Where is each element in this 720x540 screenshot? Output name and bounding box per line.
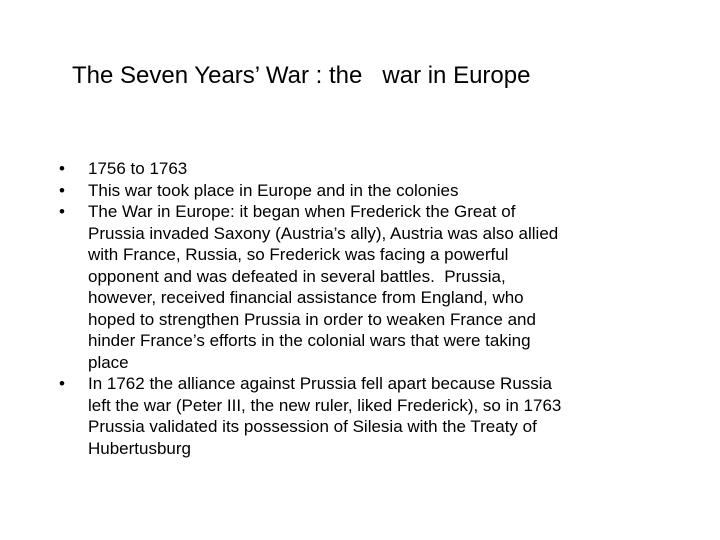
bullet-text-line: opponent and was defeated in several battles. Prussia, [88,266,506,286]
bullet-dot-icon: • [59,202,65,221]
bullet-item-dates [56,158,656,180]
bullet-text-line: Hubertusburg [88,438,192,458]
bullet-text-line: In 1762 the alliance against Prussia fell apart because Russia [88,374,553,393]
bullet-item-alliance-collapse [56,373,656,459]
bullet-text-line: however, received financial assistance from England, who [88,288,524,307]
bullet-dot-icon: • [59,374,65,393]
bullet-text-line: Prussia validated its possession of Silesia with the Treaty of [88,417,537,436]
bullet-item-war-in-europe [56,201,656,373]
bullet-text-line: This war took place in Europe and in the colonies [88,180,459,200]
bullet-text-line: left the war (Peter III, the new ruler, liked Frederick), so in 1763 [88,395,562,415]
bullet-text-line: with France, Russia, so Frederick was facing a powerful [88,245,509,264]
bullet-text-line: The War in Europe: it began when Frederick the Great of [88,202,516,221]
bullet-text-line: place [88,352,129,372]
bullet-text-line: hinder France’s efforts in the colonial wars that were taking [88,331,531,350]
bullet-text-line: Prussia invaded Saxony (Austria’s ally), Austria was also allied [88,223,559,243]
bullet-text-line: hoped to strengthen Prussia in order to weaken France and [88,309,536,329]
slide-title: The Seven Years’ War : the war in Europe [72,62,531,89]
bullet-list [56,158,656,459]
bullet-text-line: 1756 to 1763 [88,159,188,178]
bullet-dot-icon: • [59,159,65,178]
bullet-dot-icon: • [59,180,65,200]
bullet-item-locations [56,180,656,202]
